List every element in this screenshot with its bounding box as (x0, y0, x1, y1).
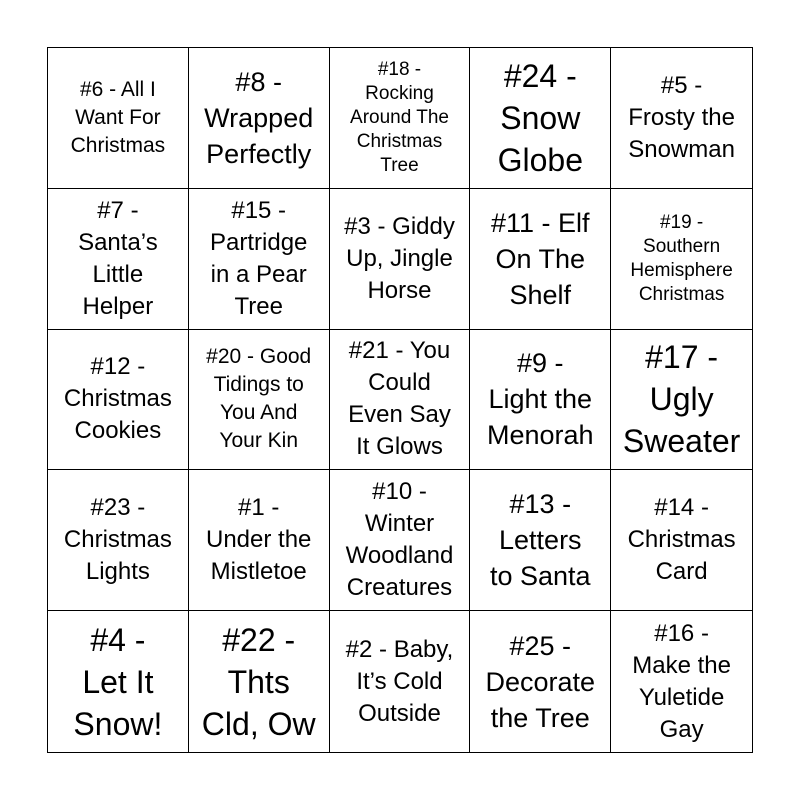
bingo-cell[interactable]: #24 - Snow Globe (470, 48, 611, 189)
bingo-cell[interactable]: #12 - Christmas Cookies (48, 330, 189, 471)
bingo-cell[interactable]: #10 - Winter Woodland Creatures (330, 470, 471, 611)
bingo-cell[interactable]: #17 - Ugly Sweater (611, 330, 752, 471)
bingo-cell[interactable]: #20 - Good Tidings to You And Your Kin (189, 330, 330, 471)
bingo-cell[interactable]: #8 - Wrapped Perfectly (189, 48, 330, 189)
bingo-cell[interactable]: #21 - You Could Even Say It Glows (330, 330, 471, 471)
bingo-cell[interactable]: #2 - Baby, It’s Cold Outside (330, 611, 471, 752)
bingo-cell[interactable]: #18 - Rocking Around The Christmas Tree (330, 48, 471, 189)
bingo-cell[interactable]: #25 - Decorate the Tree (470, 611, 611, 752)
bingo-cell[interactable]: #3 - Giddy Up, Jingle Horse (330, 189, 471, 330)
bingo-cell[interactable]: #6 - All I Want For Christmas (48, 48, 189, 189)
bingo-cell[interactable]: #13 - Letters to Santa (470, 470, 611, 611)
bingo-cell[interactable]: #9 - Light the Menorah (470, 330, 611, 471)
bingo-cell[interactable]: #14 - Christmas Card (611, 470, 752, 611)
bingo-cell[interactable]: #1 - Under the Mistletoe (189, 470, 330, 611)
bingo-cell[interactable]: #22 - Thts Cld, Ow (189, 611, 330, 752)
bingo-cell[interactable]: #15 - Partridge in a Pear Tree (189, 189, 330, 330)
bingo-board (47, 47, 753, 753)
bingo-cell[interactable]: #4 - Let It Snow! (48, 611, 189, 752)
bingo-cell[interactable]: #19 - Southern Hemisphere Christmas (611, 189, 752, 330)
bingo-cell[interactable]: #7 - Santa’s Little Helper (48, 189, 189, 330)
bingo-cell[interactable]: #16 - Make the Yuletide Gay (632, 619, 731, 743)
bingo-cell[interactable]: #23 - Christmas Lights (48, 470, 189, 611)
bingo-cell[interactable]: #11 - Elf On The Shelf (470, 189, 611, 330)
bingo-cell[interactable]: #5 - Frosty the Snowman (611, 48, 752, 189)
